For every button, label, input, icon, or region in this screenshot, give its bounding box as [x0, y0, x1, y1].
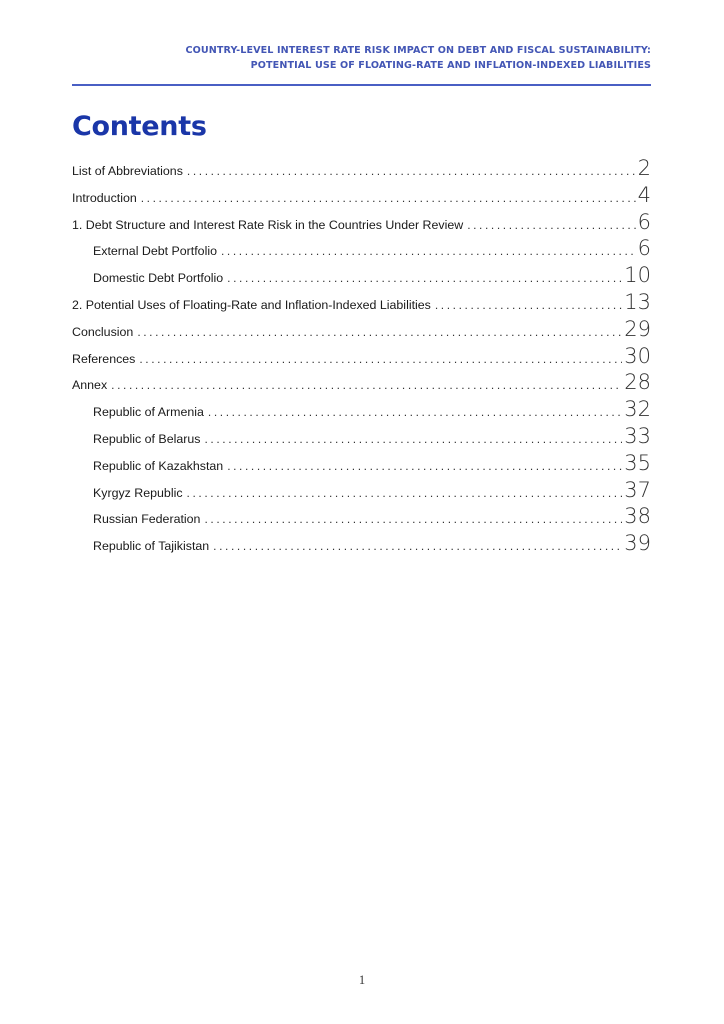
toc-entry-label: Republic of Kazakhstan — [93, 458, 224, 473]
toc-dot-leader — [141, 191, 636, 205]
toc-entry-page: 37 — [624, 477, 651, 502]
toc-dot-leader — [221, 244, 636, 258]
toc-entry-page: 32 — [624, 397, 651, 422]
toc-entry-kyrgyz-republic[interactable] — [72, 477, 651, 507]
toc-entry-label: Conclusion — [72, 324, 134, 339]
toc-entry-label: External Debt Portfolio — [93, 244, 217, 259]
toc-dot-leader — [227, 459, 622, 473]
toc-entry-label: Russian Federation — [93, 512, 201, 527]
toc-entry-page: 38 — [624, 504, 651, 529]
toc-entry-label: 2. Potential Uses of Floating-Rate and Inflation-Indexed Liabilities — [72, 297, 431, 312]
toc-entry-page: 4 — [637, 182, 651, 207]
toc-entry-page: 28 — [624, 370, 651, 395]
toc-dot-leader — [204, 432, 622, 446]
toc-entry-russian-federation[interactable] — [72, 506, 651, 533]
toc-entry-label: Republic of Armenia — [93, 405, 204, 420]
toc-entry-label: Republic of Belarus — [93, 431, 201, 446]
toc-entry-list-of-abbreviations[interactable] — [72, 158, 651, 185]
toc-entry-page: 13 — [624, 289, 651, 314]
toc-dot-leader — [204, 512, 622, 526]
toc-entry-page: 33 — [624, 423, 651, 448]
toc-dot-leader — [213, 539, 622, 553]
toc-entry-kazakhstan[interactable] — [72, 450, 651, 480]
toc-entry-page: 35 — [624, 450, 651, 475]
toc-dot-leader — [467, 218, 635, 232]
toc-entry-page: 2 — [637, 156, 651, 180]
toc-entry-page: 10 — [624, 263, 651, 288]
toc-entry-tajikistan[interactable] — [72, 533, 651, 560]
toc-entry-label: References — [72, 351, 136, 366]
toc-dot-leader — [139, 352, 622, 366]
toc-entry-page: 6 — [637, 236, 651, 261]
toc-entry-page: 6 — [637, 209, 651, 234]
toc-dot-leader — [208, 405, 622, 419]
toc-entry-armenia[interactable] — [72, 399, 651, 426]
toc-dot-leader — [111, 378, 622, 392]
running-header-line-2: POTENTIAL USE OF FLOATING-RATE AND INFLATION-INDEXED LIABILITIES — [250, 59, 651, 71]
toc-entry-section-1[interactable] — [72, 209, 651, 239]
table-of-contents — [72, 158, 651, 560]
toc-entry-domestic-debt-portfolio[interactable] — [72, 265, 651, 292]
toc-dot-leader — [187, 486, 623, 500]
toc-entry-label: Republic of Tajikistan — [93, 539, 210, 554]
toc-entry-label: Domestic Debt Portfolio — [93, 271, 224, 286]
running-header-line-1: COUNTRY-LEVEL INTEREST RATE RISK IMPACT ON DEBT AND FISCAL SUSTAINABILITY: — [185, 45, 651, 56]
toc-dot-leader — [137, 325, 622, 339]
toc-entry-label: Kyrgyz Republic — [93, 485, 183, 500]
toc-entry-references[interactable] — [72, 343, 651, 373]
toc-entry-page: 39 — [624, 531, 651, 556]
toc-dot-leader — [435, 298, 622, 312]
toc-entry-annex[interactable] — [72, 372, 651, 399]
header-divider — [72, 84, 651, 86]
toc-dot-leader — [227, 271, 622, 285]
toc-entry-belarus[interactable] — [72, 423, 651, 453]
toc-dot-leader — [187, 164, 636, 178]
toc-entry-label: Introduction — [72, 190, 137, 205]
toc-entry-external-debt-portfolio[interactable] — [72, 238, 651, 265]
toc-entry-section-2[interactable] — [72, 289, 651, 319]
toc-entry-page: 30 — [624, 343, 651, 368]
toc-entry-label: Annex — [72, 378, 108, 393]
toc-entry-conclusion[interactable] — [72, 316, 651, 346]
toc-entry-introduction[interactable] — [72, 182, 651, 212]
toc-entry-label: 1. Debt Structure and Interest Rate Risk in the Countries Under Review — [72, 217, 464, 232]
toc-entry-label: List of Abbreviations — [72, 164, 183, 178]
page-number: 1 — [358, 973, 366, 987]
toc-entry-page: 29 — [624, 316, 651, 341]
contents-title: Contents — [72, 111, 207, 142]
running-header — [73, 44, 651, 73]
